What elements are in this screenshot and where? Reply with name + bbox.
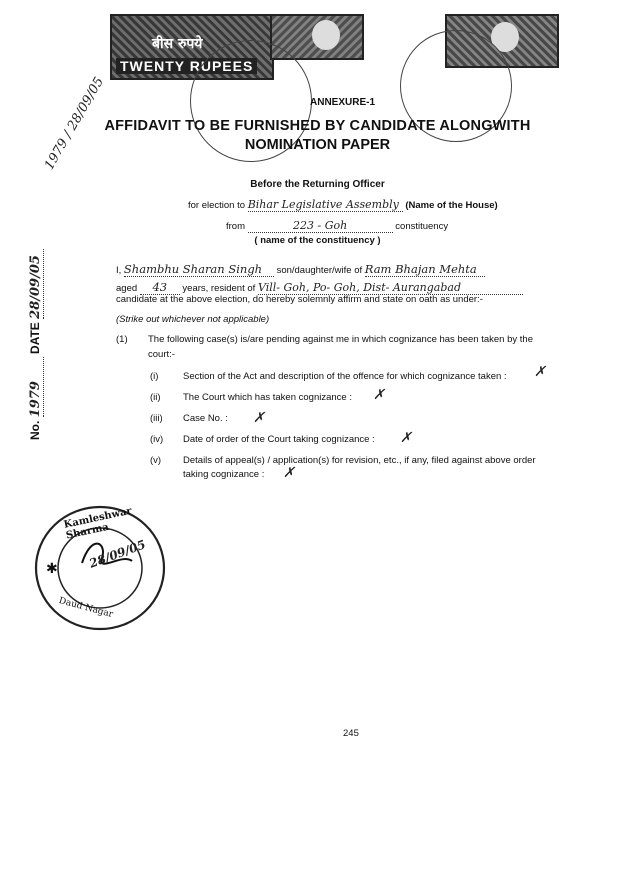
subitem-v-number: (v) bbox=[150, 455, 162, 466]
deponent-statement: candidate at the above election, do hereby solemnly affirm and state on oath as under:- bbox=[116, 294, 483, 305]
stamp-denomination: TWENTY RUPEES bbox=[116, 58, 257, 74]
subitem-i-text: Section of the Act and description of the offence for which cognizance taken : bbox=[183, 371, 507, 382]
returning-officer-heading: Before the Returning Officer bbox=[250, 179, 385, 190]
subitem-iii-cross-mark: ✗ bbox=[253, 410, 265, 426]
subitem-iv-number: (iv) bbox=[150, 434, 164, 445]
strike-note: (Strike out whichever not applicable) bbox=[116, 314, 270, 325]
side-register-stamp bbox=[28, 255, 43, 441]
deponent-name: Shambhu Sharan Singh bbox=[124, 262, 274, 277]
subitem-v-text-line2: taking cognizance : bbox=[183, 469, 265, 480]
subitem-iv-text: Date of order of the Court taking cognizance : bbox=[183, 434, 375, 445]
election-to-label: for election to bbox=[188, 200, 246, 211]
side-stamp-date: 28/09/05 bbox=[28, 249, 44, 319]
subitem-iv-cross-mark: ✗ bbox=[400, 430, 412, 446]
side-stamp-no: 1979 bbox=[28, 357, 44, 417]
deponent-line1 bbox=[116, 262, 626, 277]
relation-label: son/daughter/wife of bbox=[276, 265, 363, 276]
resident-label: years, resident of bbox=[182, 283, 256, 294]
constituency-note: ( name of the constituency ) bbox=[254, 235, 381, 246]
subitem-i-cross-mark: ✗ bbox=[534, 364, 546, 380]
margin-handwritten-number: 1979 / 28/09/05 bbox=[42, 74, 108, 173]
seal-signature-date: 28/09/05 bbox=[87, 537, 148, 571]
election-to-line bbox=[188, 198, 498, 212]
subitem-ii-cross-mark: ✗ bbox=[373, 387, 385, 403]
subitem-ii-text: The Court which has taken cognizance : bbox=[183, 392, 352, 403]
svg-text:✱: ✱ bbox=[46, 561, 58, 577]
subitem-iii-text: Case No. : bbox=[183, 413, 228, 424]
seal-name-text: Kamleshwar Sharma bbox=[62, 505, 133, 542]
constituency-value: 223 - Goh bbox=[248, 219, 393, 233]
notary-seal bbox=[32, 503, 168, 633]
stamp-hindi-text: बीस रुपये bbox=[152, 36, 203, 52]
side-stamp-no-label: No. bbox=[28, 420, 42, 440]
emblem-icon bbox=[312, 20, 340, 50]
page-number: 245 bbox=[343, 728, 359, 739]
item1-text-line1: The following case(s) is/are pending against me in which cognizance has been taken by the bbox=[148, 334, 533, 345]
page-title-line2: NOMINATION PAPER bbox=[244, 137, 391, 153]
annexure-label: ANNEXURE-1 bbox=[310, 97, 376, 108]
subitem-v-text-line1: Details of appeal(s) / application(s) for revision, etc., if any, filed against above order bbox=[183, 455, 536, 466]
side-stamp-date-label: DATE bbox=[28, 322, 42, 354]
father-name: Ram Bhajan Mehta bbox=[365, 262, 485, 277]
seal-lower-text: Daud Nagar bbox=[57, 595, 115, 621]
aged-label: aged bbox=[116, 283, 138, 294]
from-label: from bbox=[226, 221, 245, 232]
item1-text-line2: court:- bbox=[148, 349, 175, 360]
constituency-suffix: constituency bbox=[395, 221, 449, 232]
deponent-line2 bbox=[116, 280, 626, 295]
subitem-iii-number: (iii) bbox=[150, 413, 163, 424]
constituency-line bbox=[226, 219, 448, 233]
deponent-age: 43 bbox=[140, 280, 180, 295]
subitem-ii-number: (ii) bbox=[150, 392, 161, 403]
page-title-line1: AFFIDAVIT TO BE FURNISHED BY CANDIDATE ALONGWITH bbox=[104, 118, 531, 134]
item1-number: (1) bbox=[116, 334, 128, 345]
election-to-suffix: (Name of the House) bbox=[405, 200, 498, 211]
deponent-residence: Vill- Goh, Po- Goh, Dist- Aurangabad bbox=[258, 281, 523, 295]
subitem-v-cross-mark: ✗ bbox=[283, 465, 295, 481]
subitem-i-number: (i) bbox=[150, 371, 159, 382]
i-label: I, bbox=[116, 265, 122, 276]
election-to-value: Bihar Legislative Assembly bbox=[248, 198, 403, 212]
